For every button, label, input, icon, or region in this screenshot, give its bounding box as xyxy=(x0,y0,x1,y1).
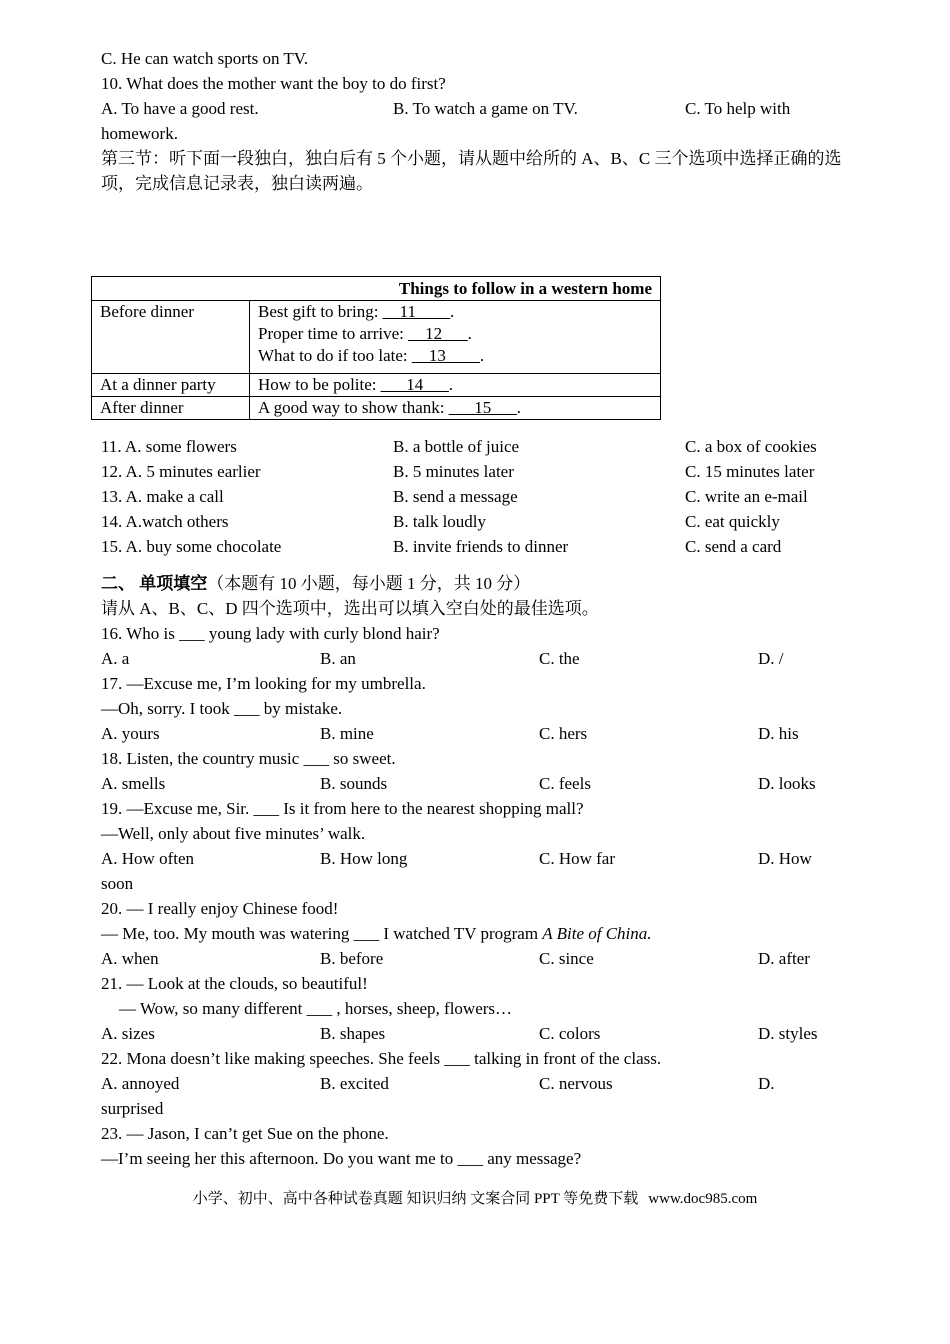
question-12: 12. A. 5 minutes earlier B. 5 minutes later C. 15 minutes later xyxy=(101,462,815,481)
question-20-stem: 20. — I really enjoy Chinese food! xyxy=(101,899,339,918)
footer-text: 小学、初中、高中各种试卷真题 知识归纳 文案合同 PPT 等免费下载 xyxy=(192,1191,639,1207)
option-wrap: surprised xyxy=(101,1099,164,1118)
blank-13: __13____ xyxy=(411,346,480,365)
row-label: Before dinner xyxy=(92,301,250,374)
question-22-options: A. annoyed B. excited C. nervous D. xyxy=(101,1074,775,1093)
option-line: C. He can watch sports on TV. xyxy=(101,49,309,68)
section-3-instruction: 第三节：听下面一段独白，独白后有 5 个小题，请从题中给所的 A、B、C 三个选项中选择正确的选项，完成信息记录表，独白读两遍。 xyxy=(101,149,842,193)
question-13: 13. A. make a call B. send a message C. write an e-mail xyxy=(101,487,808,506)
question-16-stem: 16. Who is ___ young lady with curly blond hair? xyxy=(101,624,440,643)
document-page xyxy=(101,46,861,1171)
question-10-stem: 10. What does the mother want the boy to do first? xyxy=(101,74,446,93)
question-21-options: A. sizes B. shapes C. colors D. styles xyxy=(101,1024,818,1043)
question-19-stem: 19. —Excuse me, Sir. ___ Is it from here to the nearest shopping mall? xyxy=(101,799,584,818)
question-20-options: A. when B. before C. since D. after xyxy=(101,949,810,968)
question-20-stem-2: — Me, too. My mouth was watering ___ I watched TV program A Bite of China. xyxy=(101,924,652,943)
question-17-stem: 17. —Excuse me, I’m looking for my umbrella. xyxy=(101,674,426,693)
option-wrap: soon xyxy=(101,874,134,893)
question-22-stem: 22. Mona doesn’t like making speeches. She feels ___ talking in front of the class. xyxy=(101,1049,662,1068)
question-18-stem: 18. Listen, the country music ___ so sweet. xyxy=(101,749,396,768)
part-2-heading: 二、 单项填空（本题有 10 小题，每小题 1 分，共 10 分） xyxy=(101,574,531,593)
question-11: 11. A. some flowers B. a bottle of juice C. a box of cookies xyxy=(101,437,817,456)
page-footer xyxy=(0,1188,950,1210)
table-row xyxy=(92,301,661,374)
row-content: Best gift to bring: __11____. Proper time to arrive: __12___. What to do if too late: __13____. xyxy=(250,301,661,374)
question-10-options xyxy=(101,96,861,121)
question-23-stem-2: —I’m seeing her this afternoon. Do you want me to ___ any message? xyxy=(101,1149,582,1168)
footer-url: www.doc985.com xyxy=(648,1191,758,1207)
question-19-stem-2: —Well, only about five minutes’ walk. xyxy=(101,824,366,843)
option: B. To watch a game on TV. xyxy=(393,99,578,118)
question-17-options: A. yours B. mine C. hers D. his xyxy=(101,724,799,743)
option: C. To help with xyxy=(685,99,791,118)
question-17-stem-2: —Oh, sorry. I took ___ by mistake. xyxy=(101,699,343,718)
table-row xyxy=(92,397,661,420)
blank-11: __11____ xyxy=(382,302,451,321)
row-label: At a dinner party xyxy=(92,374,250,397)
question-21-stem: 21. — Look at the clouds, so beautiful! xyxy=(101,974,368,993)
question-16-options: A. a B. an C. the D. / xyxy=(101,649,784,668)
row-content: A good way to show thank: ___15___. xyxy=(250,397,661,420)
part-2-instruction: 请从 A、B、C、D 四个选项中，选出可以填入空白处的最佳选项。 xyxy=(101,599,599,618)
question-19-options: A. How often B. How long C. How far D. How xyxy=(101,849,812,868)
question-15: 15. A. buy some chocolate B. invite friends to dinner C. send a card xyxy=(101,537,782,556)
question-18-options: A. smells B. sounds C. feels D. looks xyxy=(101,774,816,793)
row-label: After dinner xyxy=(92,397,250,420)
row-content: How to be polite: ___14___. xyxy=(250,374,661,397)
program-title: A Bite of China. xyxy=(542,924,652,943)
blank-15: ___15___ xyxy=(448,398,517,417)
info-table xyxy=(91,276,661,420)
table-row xyxy=(92,374,661,397)
question-14: 14. A.watch others B. talk loudly C. eat quickly xyxy=(101,512,780,531)
option-wrap: homework. xyxy=(101,124,178,143)
question-23-stem: 23. — Jason, I can’t get Sue on the phone. xyxy=(101,1124,389,1143)
question-21-stem-2: — Wow, so many different ___ , horses, sheep, flowers… xyxy=(119,999,513,1018)
option: A. To have a good rest. xyxy=(101,99,259,118)
blank-12: __12___ xyxy=(408,324,468,343)
blank-14: ___14___ xyxy=(380,375,449,394)
table-title: Things to follow in a western home xyxy=(92,277,661,301)
